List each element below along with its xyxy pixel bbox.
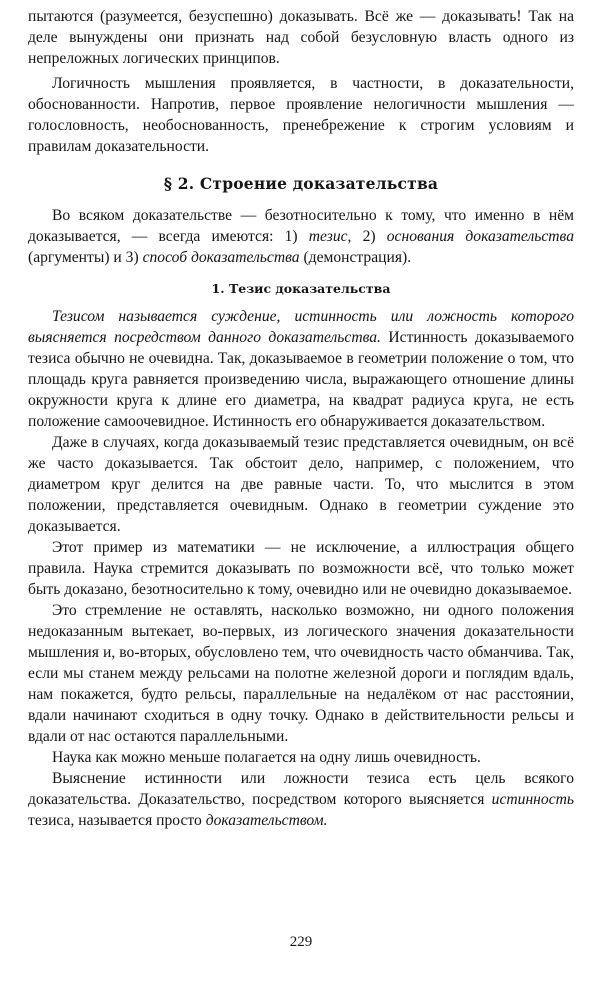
term-method: способ доказательства — [142, 249, 300, 266]
intro-text-b: , 2) — [347, 228, 387, 245]
intro-text-a: Во всяком доказательстве — безотносительно к тому, что именно в нём доказывается, — всегда имеются: 1) — [28, 207, 574, 245]
definition-paragraph — [28, 306, 574, 432]
section-intro-paragraph — [28, 205, 574, 268]
final-paragraph — [28, 768, 574, 831]
intro-text-d: (демонстрация). — [299, 249, 412, 266]
thesis-definition: Тезисом называется суждение, истинность или ложность которого выясняется посредством данного доказательства. — [28, 308, 574, 346]
example-paragraph: Этот пример из математики — не исключение, а иллюстрация общего правила. Наука стремится доказывать по возможности всё, что только может быть доказано, безотносительно к тому, очевидно или не очевидно доказываемое. — [28, 539, 574, 598]
continuation-paragraph: пытаются (разумеется, безуспешно) доказывать. Всё же — доказывать! Так на деле вынуждены они признать над собой безусловную власть одного из непреложных логических принципов. — [28, 8, 574, 67]
term-grounds: основания доказательства — [386, 228, 574, 245]
final-text-a: Выяснение истинности или ложности тезиса есть цель всякого доказательства. Доказательство, посредством которого выясняется — [28, 770, 574, 808]
obvious-paragraph: Даже в случаях, когда доказываемый тезис представляется очевидным, он всё же часто доказывается. Так обстоит дело, например, с положением, что диаметром круг делится на две равные части. То, что мыслится в этом положении, представляется очевидным. Однако в геометрии суждение это доказывается. — [28, 434, 574, 535]
subsection-title: 1. Тезис доказательства — [211, 281, 391, 296]
definition-rest: Истинность доказываемого тезиса обычно не очевидна. Так, доказываемое в геометрии положение о том, что площадь круга равняется произведению числа, выражающего отношение длины окружности круга к длине его диаметра, на квадрат радиуса круга, не есть положение самоочевидное. Истинность его обнаруживается доказательством. — [28, 329, 574, 430]
final-text-b: тезиса, называется просто — [28, 812, 206, 829]
science-paragraph: Наука как можно меньше полагается на одну лишь очевидность. — [52, 749, 481, 766]
logic-paragraph: Логичность мышления проявляется, в частности, в доказательности, обоснованности. Напротив, первое проявление нелогичности мышления — голословность, необоснованность, пренебрежение к строгим условиям и правилам доказательности. — [28, 75, 574, 155]
book-page — [28, 6, 574, 986]
section-title: § 2. Строение доказательства — [163, 174, 439, 193]
term-proof: доказательством. — [205, 812, 328, 829]
term-thesis: тезис — [308, 228, 348, 245]
term-truth: истинность — [491, 791, 574, 808]
striving-paragraph: Это стремление не оставлять, насколько возможно, ни одного положения недоказанным вытекает, во-первых, из логического значения доказательности мышления и, во-вторых, обусловлено тем, что очевидность часто обманчива. Так, если мы станем между рельсами на полотне железной дороги и поглядим вдаль, нам покажется, будто рельсы, параллельные на недалёком от нас расстоянии, вдали начинают сходиться в одну точку. Однако в действительности рельсы и вдали от нас остаются параллельными. — [28, 602, 574, 745]
intro-text-c: (аргументы) и 3) — [28, 249, 143, 266]
page-number: 229 — [289, 934, 313, 950]
